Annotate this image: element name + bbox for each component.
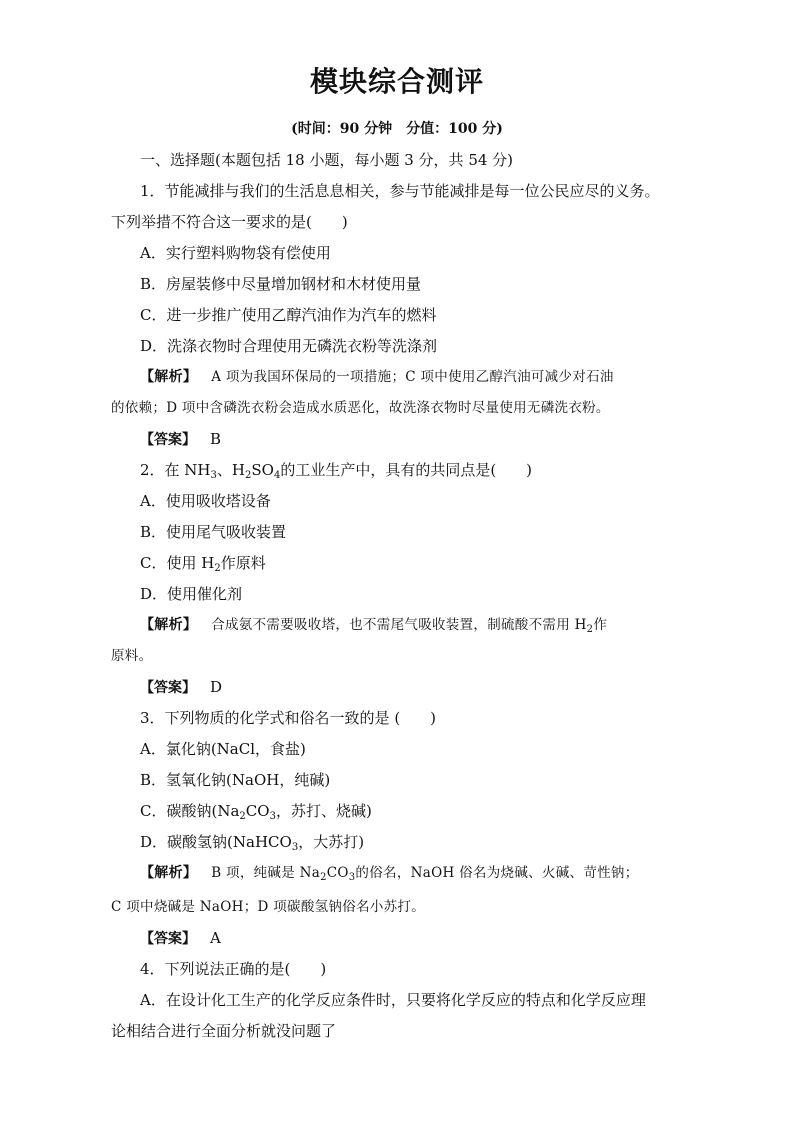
q1-analysis-line1 [140,367,614,387]
q3-option-d-text-b: ，大苏打) [298,833,365,851]
q2-stem-text-a: 2．在 NH [140,461,211,479]
answer-label: 【答案】 [140,432,196,448]
q3-analysis-sub2: 3 [348,872,356,883]
q1-stem-line1: 1．节能减排与我们的生活息息相关，参与节能减排是每一位公民应尽的义务。 [140,182,660,200]
q3-option-d [140,832,364,852]
q3-option-c-sub1: 2 [239,811,246,822]
q1-answer-value: B [210,430,222,448]
q3-stem: 3．下列物质的化学式和俗名一致的是 ( ) [140,709,437,727]
q2-analysis-line1 [140,615,607,635]
q2-answer [140,677,222,698]
q2-analysis-sub: 2 [586,624,594,635]
q3-analysis-sub1: 2 [320,872,327,883]
q2-option-c [140,553,266,573]
q2-analysis-text-a: 合成氨不需要吸收塔，也不需尾气吸收装置，制硫酸不需用 H [211,617,587,633]
section-heading: 一、选择题(本题包括 18 小题，每小题 3 分，共 54 分) [140,151,514,169]
q3-answer [140,928,221,949]
q1-option-a: A．实行塑料购物袋有偿使用 [140,244,331,262]
q2-option-c-text-a: C．使用 H [140,554,215,572]
q4-option-a-line1: A．在设计化工生产的化学反应条件时，只要将化学反应的特点和化学反应理 [140,991,646,1009]
q2-answer-value: D [210,678,223,696]
q3-analysis-line1 [140,863,639,883]
q2-stem-sub1: 3 [210,470,217,481]
q1-option-c: C．进一步推广使用乙醇汽油作为汽车的燃料 [140,306,437,324]
analysis-label: 【解析】 [140,617,198,633]
q3-answer-value: A [210,929,221,947]
q3-option-c-text-b: CO [245,802,270,820]
q3-analysis-line2: C 项中烧碱是 NaOH；D 项碳酸氢钠俗名小苏打。 [111,899,426,915]
q2-stem [140,460,532,480]
exam-meta: (时间：90 分钟 分值：100 分) [291,121,503,137]
q2-option-b: B．使用尾气吸收装置 [140,523,287,541]
q2-stem-text-c: SO [251,461,274,479]
q2-option-d: D．使用催化剂 [140,585,243,603]
q1-analysis-line2: 的依赖；D 项中含磷洗衣粉会造成水质恶化，故洗涤衣物时尽量使用无磷洗衣粉。 [111,400,610,416]
q1-option-b: B．房屋装修中尽量增加钢材和木材使用量 [140,275,422,293]
q3-option-a: A．氯化钠(NaCl，食盐) [140,740,306,758]
q2-stem-text-d: 的工业生产中，具有的共同点是( ) [280,461,533,479]
q4-option-a-line2: 论相结合进行全面分析就没问题了 [111,1022,337,1040]
q1-analysis-text: A 项为我国环保局的一项措施；C 项中使用乙醇汽油可减少对石油 [211,369,614,385]
analysis-label: 【解析】 [140,369,198,385]
q3-option-c-sub2: 3 [269,811,276,822]
q2-analysis-line2: 原料。 [111,648,153,664]
q3-option-c [140,801,372,821]
q3-analysis-text-c: 的俗名，NaOH 俗名为烧碱、火碱、苛性钠； [355,865,639,881]
q2-stem-text-b: 、H [216,461,245,479]
q3-option-d-text-a: D．碳酸氢钠(NaHCO [140,833,292,851]
q3-analysis-text-a: B 项，纯碱是 Na [211,865,321,881]
q2-stem-sub2: 2 [245,470,252,481]
q1-stem-line2: 下列举措不符合这一要求的是( ) [111,213,348,231]
answer-label: 【答案】 [140,680,196,696]
q2-option-a: A．使用吸收塔设备 [140,492,271,510]
q2-stem-sub3: 4 [273,470,281,481]
q2-option-c-text-b: 作原料 [220,554,266,572]
q4-stem: 4．下列说法正确的是( ) [140,960,327,978]
q3-option-d-sub: 3 [291,842,299,853]
answer-label: 【答案】 [140,931,196,947]
page-title: 模块综合测评 [309,65,484,98]
q1-answer [140,429,221,450]
q3-option-b: B．氢氧化钠(NaOH，纯碱) [140,771,331,789]
q3-option-c-text-c: ，苏打、烧碱) [275,802,372,820]
q2-analysis-text-b: 作 [593,617,608,633]
q3-option-c-text-a: C．碳酸钠(Na [140,802,240,820]
q2-option-c-sub: 2 [214,563,221,574]
analysis-label: 【解析】 [140,865,198,881]
q1-option-d: D．洗涤衣物时合理使用无磷洗衣粉等洗涤剂 [140,337,438,355]
q3-analysis-text-b: CO [326,865,349,881]
